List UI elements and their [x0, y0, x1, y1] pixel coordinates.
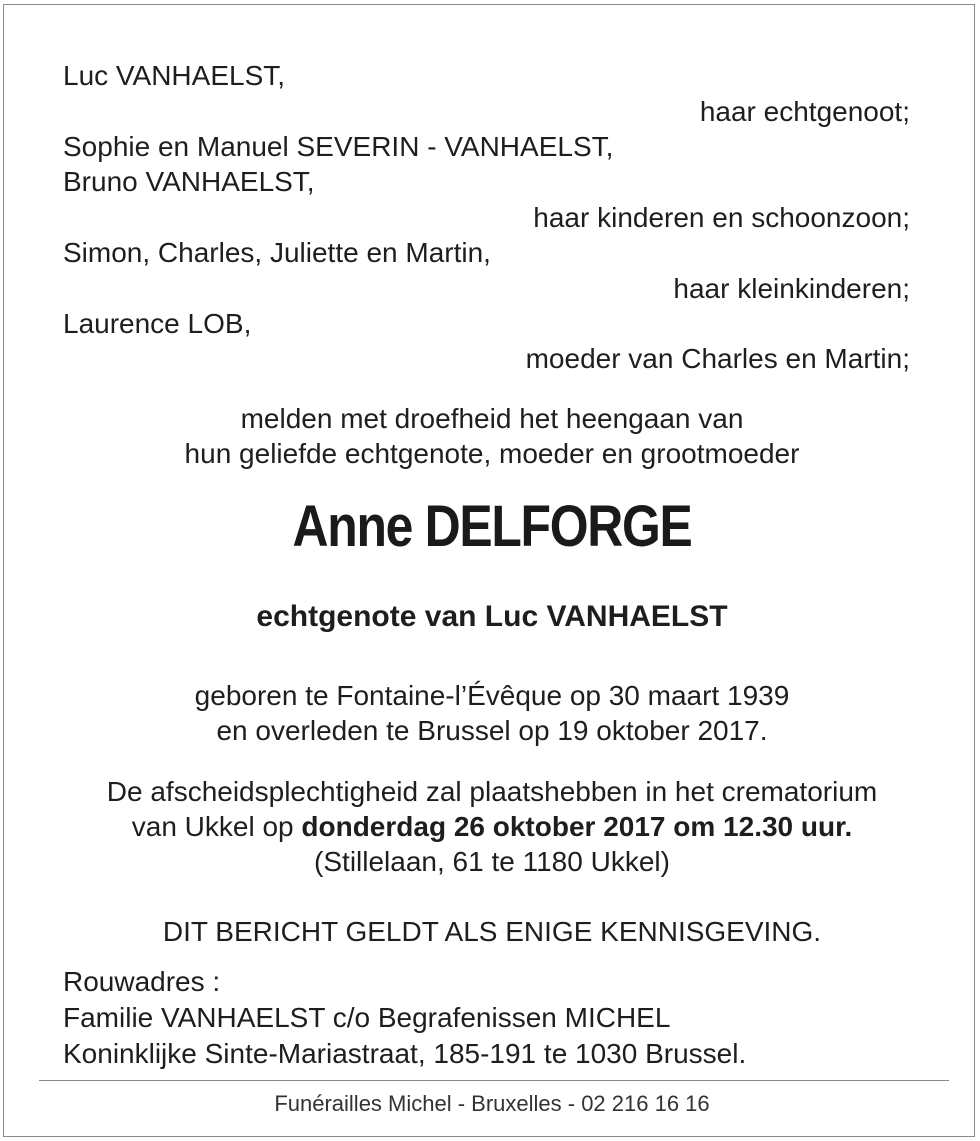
obituary-frame: [3, 4, 975, 1137]
husband-name: Luc VANHAELST,: [63, 60, 286, 91]
other-relative-role: moeder van Charles en Martin;: [525, 343, 910, 374]
ceremony-line-2-prefix: van Ukkel op: [131, 811, 302, 842]
deceased-subtitle: echtgenote van Luc VANHAELST: [256, 600, 728, 633]
mourning-address-line-1: Familie VANHAELST c/o Begrafenissen MICHEL: [63, 1002, 671, 1033]
notice-line: DIT BERICHT GELDT ALS ENIGE KENNISGEVING.: [162, 916, 822, 947]
ceremony-line-1: De afscheidsplechtigheid zal plaatshebben in het crematorium: [106, 776, 878, 807]
child-2-name: Bruno VANHAELST,: [63, 166, 315, 197]
mourning-address-line-2: Koninklijke Sinte-Mariastraat, 185-191 te 1030 Brussel.: [63, 1038, 747, 1069]
husband-role: haar echtgenoot;: [699, 96, 910, 127]
ceremony-address: (Stillelaan, 61 te 1180 Ukkel): [314, 846, 670, 877]
announcement-line-2: hun geliefde echtgenote, moeder en grootmoeder: [184, 438, 800, 469]
grandchildren-names: Simon, Charles, Juliette en Martin,: [63, 237, 491, 268]
child-1-name: Sophie en Manuel SEVERIN - VANHAELST,: [63, 131, 614, 162]
birth-line: geboren te Fontaine-l’Évêque op 30 maart 1939: [194, 680, 790, 711]
grandchildren-role: haar kleinkinderen;: [673, 273, 910, 304]
ceremony-datetime: donderdag 26 oktober 2017 om 12.30 uur.: [301, 811, 853, 842]
announcement-line-1: melden met droefheid het heengaan van: [240, 403, 744, 434]
footer-funeral-home: Funérailles Michel - Bruxelles - 02 216 16 16: [274, 1091, 710, 1116]
footer-divider: [39, 1080, 949, 1081]
deceased-name: Anne DELFORGE: [292, 494, 692, 559]
ceremony-line-2: [4, 810, 980, 844]
death-line: en overleden te Brussel op 19 oktober 2017.: [216, 715, 768, 746]
children-role: haar kinderen en schoonzoon;: [533, 202, 910, 233]
mourning-address-label: Rouwadres :: [63, 966, 221, 997]
other-relative-name: Laurence LOB,: [63, 308, 252, 339]
